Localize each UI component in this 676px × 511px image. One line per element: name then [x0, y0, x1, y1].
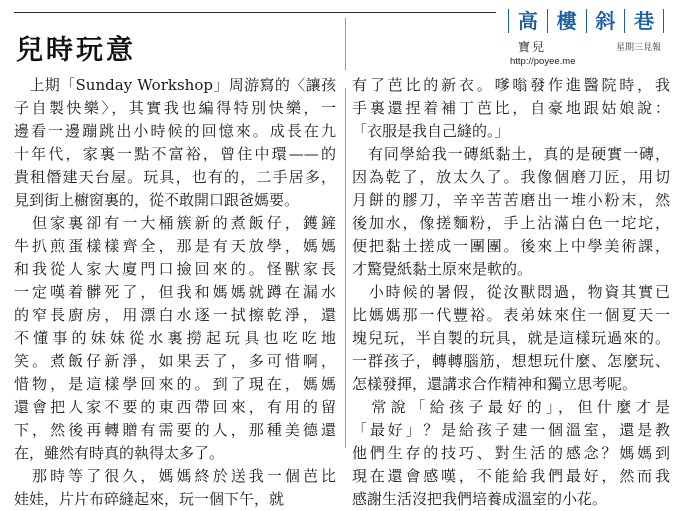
article-line: 還會把人家不要的東西帶回來，有用的留 — [14, 398, 336, 416]
article-line: 十年代，家裏一點不富裕，曾住中環——的 — [14, 145, 336, 163]
article-line: 的窄長廚房，用漂白水逐一拭擦乾淨，還 — [14, 306, 336, 324]
article-line: 在，雖然有時真的執得太多了。 — [14, 444, 225, 462]
masthead-bar-right — [663, 9, 664, 33]
column-name-char: 斜 — [595, 9, 616, 33]
article-line: 有同學給我一磚紙黏土，真的是硬實一磚， — [352, 145, 670, 163]
article-line: 「衣服是我自己縫的。」 — [352, 122, 510, 140]
article-line: 笑。煮飯仔新淨，如果丟了，多可惜啊， — [14, 352, 336, 370]
article-line: 一群孩子，轉轉腦筋，想想玩什麼、怎麼玩、 — [352, 352, 670, 370]
article-line: 那時等了很久，媽媽終於送我一個芭比 — [14, 467, 336, 485]
article-line: 貴租僭建天台屋。玩具，也有的，二手居多， — [14, 168, 336, 186]
column-name-char: 高 — [517, 9, 538, 33]
article-line: 不懂事的妹妹從水裏撈起玩具也吃吃地 — [14, 329, 336, 347]
article-column-right — [352, 74, 670, 511]
publication-day: 星期三見報 — [616, 43, 662, 53]
article-line: 便把黏土搓成一團團。後來上中學美術課， — [352, 237, 670, 255]
article-line: 和我從人家大廈門口撿回來的。怪獸家長 — [14, 260, 336, 278]
column-name-char: 巷 — [634, 9, 655, 33]
article-line: 塊兒玩，半自製的玩具，就是這樣玩過來的。 — [352, 329, 670, 347]
article-line: 但家裏卻有一大桶簇新的煮飯仔，鑊鏟 — [14, 214, 336, 232]
article-line: 上期「Sunday Workshop」周游寫的〈讓孩 — [14, 76, 336, 94]
article-line: 月餅的膠刀，辛辛苦苦磨出一堆小粉末，然 — [352, 191, 670, 209]
column-divider — [345, 88, 346, 448]
article-line: 有了芭比的新衣。嗲嗡發作進醫院時，我 — [352, 76, 670, 94]
column-divider-top — [345, 18, 346, 70]
column-name — [508, 8, 664, 34]
article-line: 怎樣發揮，還講求合作精神和獨立思考呢。 — [352, 375, 638, 393]
article-line: 手裏還捏着補丁芭比，自豪地跟姑娘說： — [352, 99, 670, 117]
article-line: 惜物，是這樣學回來的。到了現在，媽媽 — [14, 375, 336, 393]
column-masthead — [508, 8, 670, 74]
article-line: 比媽媽那一代豐裕。表弟妹來住一個夏天一 — [352, 306, 670, 324]
article-line: 見到街上櫥窗裏的，從不敢開口跟爸媽要。 — [14, 191, 300, 209]
author-url: http://poyee.me — [510, 56, 576, 67]
article-line: 下，然後再轉贈有需要的人，那種美德還 — [14, 421, 336, 439]
article-line: 才驚覺紙黏土原來是軟的。 — [352, 260, 533, 278]
article-line: 牛扒煎蛋樣樣齊全，那是有天放學，媽媽 — [14, 237, 336, 255]
article-line: 娃娃，片片布碎縫起來，玩一個下午，就 — [14, 490, 285, 508]
article-line: 小時候的暑假，從汝獸悶過，物資其實已 — [352, 283, 670, 301]
article-line: 感謝生活沒把我們培養成溫室的小花。 — [352, 490, 608, 508]
masthead-bar — [586, 9, 587, 33]
article-column-left — [14, 74, 336, 511]
top-rule — [14, 12, 496, 13]
column-name-char: 樓 — [556, 9, 577, 33]
masthead-bar-left — [508, 9, 509, 33]
masthead-bar — [624, 9, 625, 33]
article-line: 現在還會感嘆，不能給我們最好，然而我 — [352, 467, 670, 485]
masthead-bar — [547, 9, 548, 33]
article-title: 兒時玩意 — [16, 35, 136, 66]
article-line: 「最好」？是給孩子建一個溫室，還是教 — [352, 421, 670, 439]
article-line: 一定嘆着髒死了，但我和媽媽就蹲在漏水 — [14, 283, 336, 301]
article-line: 邊看一邊蹦跳出小時候的回憶來。成長在九 — [14, 122, 336, 140]
article-line: 常說「給孩子最好的」，但什麼才是 — [352, 398, 670, 416]
article-line: 後加水，像搓麵粉，手上沾滿白色一坨坨， — [352, 214, 670, 232]
author-name: 寶兒 — [518, 40, 547, 54]
article-line: 他們生存的技巧、對生活的感念？媽媽到 — [352, 444, 670, 462]
article-line: 子自製快樂〉，其實我也編得特別快樂，一 — [14, 99, 336, 117]
article-line: 因為乾了，放太久了。我像個磨刀匠，用切 — [352, 168, 670, 186]
